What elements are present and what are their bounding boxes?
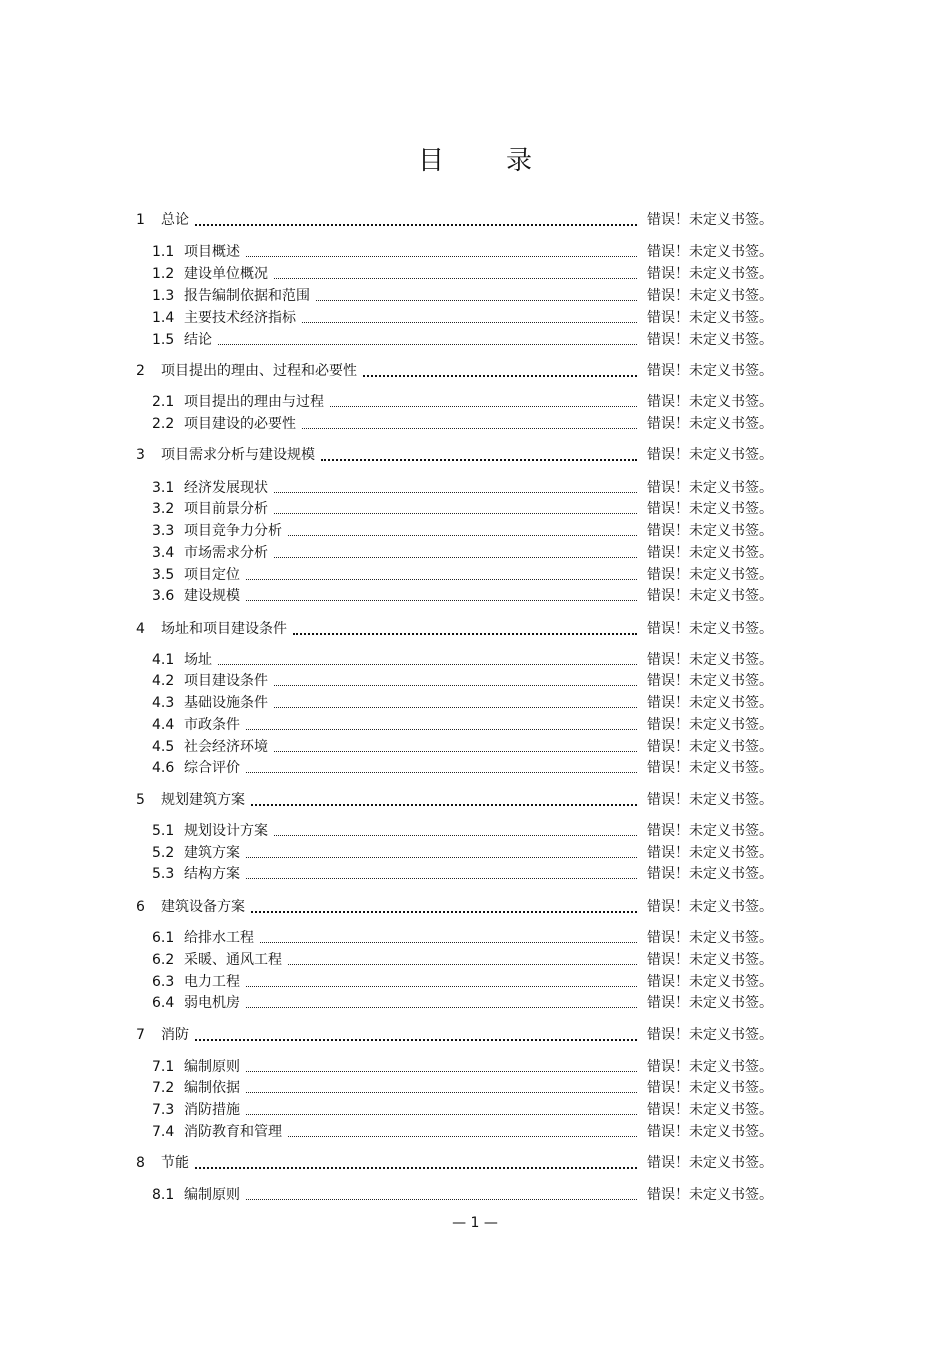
- toc-entry-label: 经济发展现状: [184, 480, 268, 496]
- toc-entry-number: 7.4: [152, 1124, 175, 1140]
- toc-entry-label: 项目提出的理由、过程和必要性: [161, 363, 357, 379]
- toc-dot-leader: [251, 911, 637, 913]
- toc-entry-page-ref: 错误！未定义书签。: [647, 1059, 773, 1075]
- toc-chapter-entry[interactable]: [0, 360, 950, 382]
- toc-dot-leader: [218, 344, 637, 345]
- toc-entry-number: 8.1: [152, 1187, 175, 1203]
- toc-entry-label: 主要技术经济指标: [184, 310, 296, 326]
- toc-entry-page-ref: 错误！未定义书签。: [647, 1102, 773, 1118]
- toc-section-entry[interactable]: [0, 757, 950, 779]
- toc-entry-page-ref: 错误！未定义书签。: [647, 952, 773, 968]
- toc-entry-page-ref: 错误！未定义书签。: [647, 288, 773, 304]
- toc-dot-leader: [274, 685, 637, 686]
- toc-entry-number: 6.3: [152, 974, 175, 990]
- toc-dot-leader: [274, 751, 637, 752]
- toc-dot-leader: [246, 1114, 637, 1115]
- toc-chapter-entry[interactable]: [0, 789, 950, 811]
- toc-entry-page-ref: 错误！未定义书签。: [647, 244, 773, 260]
- toc-entry-number: 3.6: [152, 588, 175, 604]
- toc-chapter-entry[interactable]: [0, 209, 950, 231]
- toc-entry-page-ref: 错误！未定义书签。: [647, 567, 773, 583]
- toc-dot-leader: [274, 513, 637, 514]
- page-title: [0, 140, 950, 177]
- toc-entry-number: 7: [136, 1027, 145, 1043]
- toc-section-entry[interactable]: [0, 1077, 950, 1099]
- toc-entry-number: 1: [136, 212, 145, 228]
- toc-entry-page-ref: 错误！未定义书签。: [647, 792, 773, 808]
- toc-entry-label: 建设单位概况: [184, 266, 268, 282]
- toc-entry-page-ref: 错误！未定义书签。: [647, 501, 773, 517]
- toc-entry-label: 弱电机房: [184, 995, 240, 1011]
- toc-entry-label: 报告编制依据和范围: [184, 288, 310, 304]
- toc-entry-label: 规划设计方案: [184, 823, 268, 839]
- toc-entry-number: 7.3: [152, 1102, 175, 1118]
- toc-entry-page-ref: 错误！未定义书签。: [647, 1187, 773, 1203]
- toc-entry-number: 6.4: [152, 995, 175, 1011]
- toc-entry-page-ref: 错误！未定义书签。: [647, 717, 773, 733]
- toc-section-entry[interactable]: [0, 714, 950, 736]
- toc-entry-page-ref: 错误！未定义书签。: [647, 930, 773, 946]
- toc-dot-leader: [316, 300, 637, 301]
- toc-section-entry[interactable]: [0, 949, 950, 971]
- toc-entry-label: 总论: [161, 212, 189, 228]
- toc-dot-leader: [302, 428, 637, 429]
- toc-chapter-entry[interactable]: [0, 444, 950, 466]
- toc-entry-label: 建设规模: [184, 588, 240, 604]
- toc-entry-label: 项目提出的理由与过程: [184, 394, 324, 410]
- toc-entry-number: 3.5: [152, 567, 175, 583]
- toc-entry-page-ref: 错误！未定义书签。: [647, 995, 773, 1011]
- toc-section-entry[interactable]: [0, 1056, 950, 1078]
- toc-entry-number: 4.5: [152, 739, 175, 755]
- toc-entry-page-ref: 错误！未定义书签。: [647, 1155, 773, 1171]
- toc-entry-label: 编制原则: [184, 1059, 240, 1075]
- toc-entry-label: 项目建设的必要性: [184, 416, 296, 432]
- toc-section-entry[interactable]: [0, 992, 950, 1014]
- toc-entry-label: 给排水工程: [184, 930, 254, 946]
- toc-entry-page-ref: 错误！未定义书签。: [647, 621, 773, 637]
- toc-dot-leader: [195, 1167, 637, 1169]
- toc-entry-number: 2: [136, 363, 145, 379]
- toc-dot-leader: [246, 1007, 637, 1008]
- toc-entry-number: 4.1: [152, 652, 175, 668]
- toc-entry-page-ref: 错误！未定义书签。: [647, 866, 773, 882]
- toc-entry-label: 综合评价: [184, 760, 240, 776]
- toc-entry-page-ref: 错误！未定义书签。: [647, 760, 773, 776]
- toc-dot-leader: [195, 224, 637, 226]
- toc-entry-page-ref: 错误！未定义书签。: [647, 845, 773, 861]
- toc-dot-leader: [246, 772, 637, 773]
- toc-section-entry[interactable]: [0, 520, 950, 542]
- toc-entry-label: 基础设施条件: [184, 695, 268, 711]
- toc-chapter-entry[interactable]: [0, 896, 950, 918]
- toc-entry-label: 市场需求分析: [184, 545, 268, 561]
- toc-section-entry[interactable]: [0, 285, 950, 307]
- toc-dot-leader: [293, 633, 637, 635]
- toc-entry-label: 结构方案: [184, 866, 240, 882]
- toc-dot-leader: [274, 835, 637, 836]
- toc-chapter-entry[interactable]: [0, 1024, 950, 1046]
- toc-dot-leader: [246, 600, 637, 601]
- toc-dot-leader: [218, 664, 637, 665]
- toc-entry-page-ref: 错误！未定义书签。: [647, 480, 773, 496]
- toc-entry-page-ref: 错误！未定义书签。: [647, 266, 773, 282]
- toc-entry-page-ref: 错误！未定义书签。: [647, 447, 773, 463]
- toc-dot-leader: [288, 1136, 637, 1137]
- toc-entry-label: 场址和项目建设条件: [161, 621, 287, 637]
- toc-entry-number: 8: [136, 1155, 145, 1171]
- toc-entry-page-ref: 错误！未定义书签。: [647, 212, 773, 228]
- toc-dot-leader: [246, 1092, 637, 1093]
- toc-chapter-entry[interactable]: [0, 618, 950, 640]
- toc-dot-leader: [288, 964, 637, 965]
- toc-entry-number: 3.3: [152, 523, 175, 539]
- toc-section-entry[interactable]: [0, 1184, 950, 1206]
- toc-entry-label: 场址: [184, 652, 212, 668]
- toc-section-entry[interactable]: [0, 649, 950, 671]
- toc-entry-label: 编制依据: [184, 1080, 240, 1096]
- toc-entry-page-ref: 错误！未定义书签。: [647, 332, 773, 348]
- title-char-1: 目: [417, 146, 444, 176]
- toc-entry-page-ref: 错误！未定义书签。: [647, 1080, 773, 1096]
- toc-section-entry[interactable]: [0, 329, 950, 351]
- toc-entry-page-ref: 错误！未定义书签。: [647, 695, 773, 711]
- toc-dot-leader: [251, 804, 637, 806]
- toc-entry-page-ref: 错误！未定义书签。: [647, 739, 773, 755]
- toc-section-entry[interactable]: [0, 564, 950, 586]
- toc-entry-number: 4.3: [152, 695, 175, 711]
- toc-entry-number: 3.4: [152, 545, 175, 561]
- toc-dot-leader: [288, 535, 637, 536]
- toc-entry-label: 项目定位: [184, 567, 240, 583]
- toc-entry-number: 1.2: [152, 266, 175, 282]
- toc-section-entry[interactable]: [0, 413, 950, 435]
- toc-entry-page-ref: 错误！未定义书签。: [647, 1124, 773, 1140]
- toc-entry-page-ref: 错误！未定义书签。: [647, 394, 773, 410]
- toc-section-entry[interactable]: [0, 1099, 950, 1121]
- toc-entry-page-ref: 错误！未定义书签。: [647, 416, 773, 432]
- toc-section-entry[interactable]: [0, 1121, 950, 1143]
- toc-section-entry[interactable]: [0, 542, 950, 564]
- toc-entry-number: 6.2: [152, 952, 175, 968]
- toc-entry-number: 5.1: [152, 823, 175, 839]
- toc-entry-number: 5.2: [152, 845, 175, 861]
- toc-entry-page-ref: 错误！未定义书签。: [647, 974, 773, 990]
- toc-entry-number: 2.1: [152, 394, 175, 410]
- toc-entry-number: 7.1: [152, 1059, 175, 1075]
- toc-dot-leader: [330, 406, 637, 407]
- toc-entry-number: 1.5: [152, 332, 175, 348]
- toc-section-entry[interactable]: [0, 842, 950, 864]
- toc-dot-leader: [246, 256, 637, 257]
- toc-dot-leader: [274, 278, 637, 279]
- toc-dot-leader: [246, 878, 637, 879]
- toc-section-entry[interactable]: [0, 863, 950, 885]
- toc-dot-leader: [321, 459, 637, 461]
- toc-entry-page-ref: 错误！未定义书签。: [647, 363, 773, 379]
- title-char-2: 录: [506, 146, 533, 176]
- toc-entry-number: 6.1: [152, 930, 175, 946]
- toc-entry-number: 1.1: [152, 244, 175, 260]
- toc-entry-label: 规划建筑方案: [161, 792, 245, 808]
- toc-entry-number: 5.3: [152, 866, 175, 882]
- toc-dot-leader: [260, 942, 637, 943]
- toc-dot-leader: [195, 1039, 637, 1041]
- toc-entry-page-ref: 错误！未定义书签。: [647, 523, 773, 539]
- toc-dot-leader: [246, 1071, 637, 1072]
- toc-section-entry[interactable]: [0, 391, 950, 413]
- toc-section-entry[interactable]: [0, 585, 950, 607]
- toc-entry-number: 4: [136, 621, 145, 637]
- toc-dot-leader: [246, 729, 637, 730]
- toc-entry-number: 4.2: [152, 673, 175, 689]
- toc-section-entry[interactable]: [0, 307, 950, 329]
- toc-entry-number: 3.2: [152, 501, 175, 517]
- toc-entry-label: 编制原则: [184, 1187, 240, 1203]
- toc-entry-number: 4.6: [152, 760, 175, 776]
- toc-dot-leader: [302, 322, 637, 323]
- toc-entry-number: 6: [136, 899, 145, 915]
- toc-entry-label: 项目建设条件: [184, 673, 268, 689]
- toc-dot-leader: [274, 557, 637, 558]
- toc-dot-leader: [274, 492, 637, 493]
- toc-dot-leader: [246, 1199, 637, 1200]
- toc-entry-page-ref: 错误！未定义书签。: [647, 823, 773, 839]
- toc-entry-label: 电力工程: [184, 974, 240, 990]
- toc-entry-number: 2.2: [152, 416, 175, 432]
- toc-entry-page-ref: 错误！未定义书签。: [647, 1027, 773, 1043]
- toc-entry-label: 建筑设备方案: [161, 899, 245, 915]
- toc-entry-label: 消防教育和管理: [184, 1124, 282, 1140]
- toc-entry-label: 项目概述: [184, 244, 240, 260]
- toc-entry-label: 项目需求分析与建设规模: [161, 447, 315, 463]
- toc-entry-number: 7.2: [152, 1080, 175, 1096]
- toc-section-entry[interactable]: [0, 736, 950, 758]
- toc-section-entry[interactable]: [0, 263, 950, 285]
- toc-section-entry[interactable]: [0, 241, 950, 263]
- toc-dot-leader: [246, 579, 637, 580]
- toc-section-entry[interactable]: [0, 498, 950, 520]
- toc-entry-label: 消防: [161, 1027, 189, 1043]
- toc-entry-label: 结论: [184, 332, 212, 348]
- toc-entry-page-ref: 错误！未定义书签。: [647, 545, 773, 561]
- toc-entry-number: 5: [136, 792, 145, 808]
- toc-dot-leader: [246, 857, 637, 858]
- toc-entry-number: 1.3: [152, 288, 175, 304]
- toc-section-entry[interactable]: [0, 477, 950, 499]
- toc-entry-page-ref: 错误！未定义书签。: [647, 673, 773, 689]
- toc-entry-number: 3.1: [152, 480, 175, 496]
- toc-section-entry[interactable]: [0, 971, 950, 993]
- toc-section-entry[interactable]: [0, 692, 950, 714]
- toc-entry-number: 3: [136, 447, 145, 463]
- toc-entry-label: 项目竞争力分析: [184, 523, 282, 539]
- page-number-footer: — 1 —: [452, 1215, 498, 1231]
- toc-entry-page-ref: 错误！未定义书签。: [647, 652, 773, 668]
- toc-section-entry[interactable]: [0, 927, 950, 949]
- toc-entry-label: 消防措施: [184, 1102, 240, 1118]
- toc-entry-label: 社会经济环境: [184, 739, 268, 755]
- toc-entry-label: 建筑方案: [184, 845, 240, 861]
- toc-entry-label: 节能: [161, 1155, 189, 1171]
- toc-dot-leader: [246, 986, 637, 987]
- toc-section-entry[interactable]: [0, 820, 950, 842]
- toc-section-entry[interactable]: [0, 670, 950, 692]
- toc-entry-label: 项目前景分析: [184, 501, 268, 517]
- toc-entry-number: 4.4: [152, 717, 175, 733]
- toc-dot-leader: [363, 375, 637, 377]
- toc-entry-label: 市政条件: [184, 717, 240, 733]
- toc-entry-label: 采暖、通风工程: [184, 952, 282, 968]
- toc-entry-number: 1.4: [152, 310, 175, 326]
- toc-entry-page-ref: 错误！未定义书签。: [647, 588, 773, 604]
- toc-chapter-entry[interactable]: [0, 1152, 950, 1174]
- toc-dot-leader: [274, 707, 637, 708]
- toc-entry-page-ref: 错误！未定义书签。: [647, 310, 773, 326]
- toc-entry-page-ref: 错误！未定义书签。: [647, 899, 773, 915]
